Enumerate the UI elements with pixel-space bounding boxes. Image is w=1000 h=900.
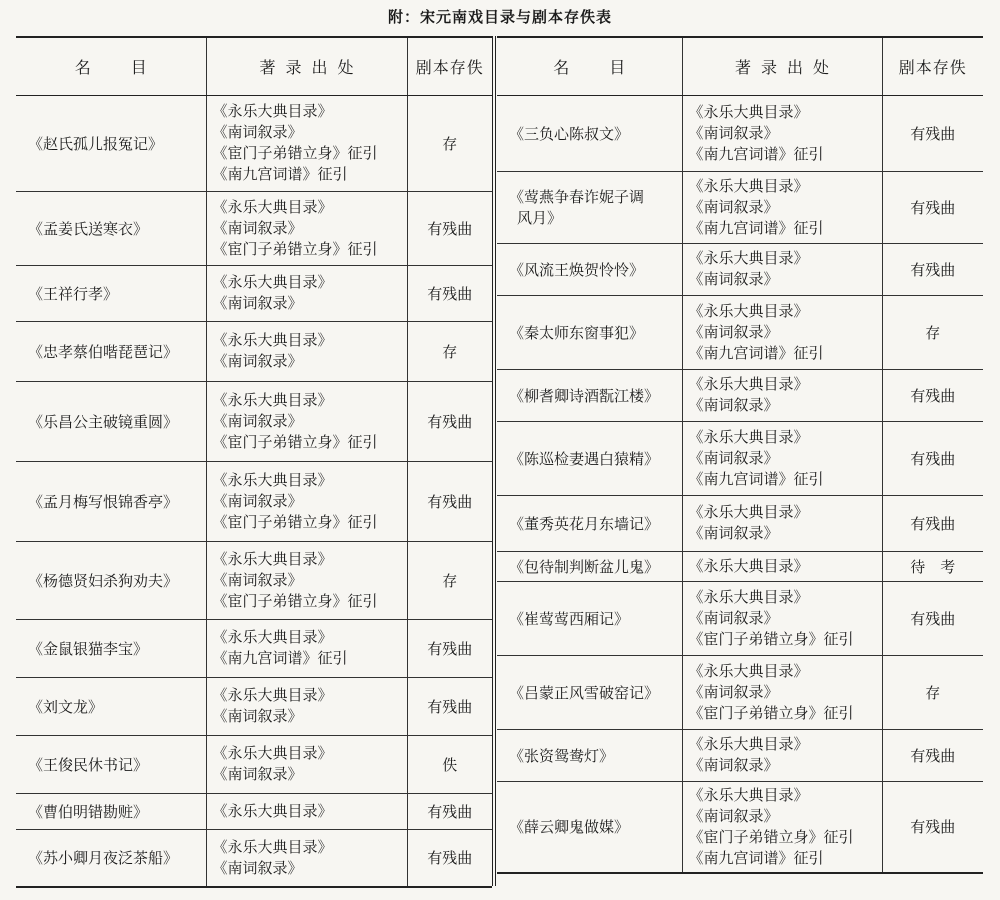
source-cell: [682, 243, 882, 295]
source-entry: 《宦门子弟错立身》征引: [688, 827, 854, 846]
source-cell: [206, 793, 407, 829]
source-entry: 《宦门子弟错立身》征引: [688, 629, 854, 648]
source-entry: 《永乐大典目录》: [212, 470, 333, 489]
header-source: 著录出处: [682, 37, 882, 95]
play-title: [16, 793, 206, 829]
source-entry: 《宦门子弟错立身》征引: [212, 432, 378, 451]
header-status: 剧本存佚: [407, 37, 492, 95]
play-title-text: 《刘文龙》: [28, 697, 104, 716]
header-source: 著录出处: [206, 37, 407, 95]
table-header-row: [497, 37, 983, 95]
play-title-text: 《孟姜氏送寒衣》: [28, 219, 149, 238]
play-title: [16, 829, 206, 887]
play-title-text: 《杨德贤妇杀狗劝夫》: [28, 571, 179, 590]
table-row: [497, 95, 983, 171]
status-cell: 有残曲: [882, 495, 983, 551]
play-title: [16, 461, 206, 541]
source-entry: 《南词叙录》: [688, 396, 779, 414]
source-entry: 《南九宫词谱》征引: [688, 848, 824, 867]
status-cell: 存: [407, 321, 492, 381]
source-entry: 《南词叙录》: [688, 270, 779, 288]
status-cell: 有残曲: [882, 243, 983, 295]
source-entry: 《宦门子弟错立身》征引: [212, 144, 378, 162]
source-entry: 《永乐大典目录》: [212, 390, 333, 409]
source-cell: [682, 295, 882, 369]
source-cell: [682, 655, 882, 729]
source-entry: 《南词叙录》: [212, 218, 303, 237]
table-row: [497, 729, 983, 781]
source-entry: 《南词叙录》: [212, 294, 303, 312]
table-row: [497, 295, 983, 369]
play-title-text: 《曹伯明错勘赃》: [28, 802, 149, 821]
table-row: [16, 735, 492, 793]
source-entry: 《南词叙录》: [688, 806, 779, 825]
source-entry: 《永乐大典目录》: [688, 301, 809, 320]
status-cell: 待 考: [882, 551, 983, 581]
status-cell: 有残曲: [882, 729, 983, 781]
source-entry: 《南词叙录》: [688, 197, 779, 216]
source-cell: [206, 95, 407, 191]
play-title-text-cont: 风月》: [517, 209, 563, 227]
status-cell: 存: [407, 95, 492, 191]
table-row: [497, 243, 983, 295]
table-row: [497, 655, 983, 729]
play-title: [497, 295, 682, 369]
source-cell: [682, 581, 882, 655]
source-entry: 《永乐大典目录》: [688, 661, 809, 680]
source-cell: [682, 369, 882, 421]
play-title: [497, 171, 682, 243]
status-cell: 有残曲: [882, 95, 983, 171]
play-title-text: 《三负心陈叔文》: [509, 124, 630, 143]
source-entry: 《南九宫词谱》征引: [688, 343, 824, 362]
play-title-text: 《秦太师东窗事犯》: [509, 323, 645, 342]
source-entry: 《永乐大典目录》: [688, 735, 809, 753]
play-title-text: 《柳耆卿诗酒翫江楼》: [509, 386, 660, 405]
play-title: [497, 421, 682, 495]
status-cell: 有残曲: [882, 369, 983, 421]
table-row: [497, 171, 983, 243]
status-cell: 存: [882, 655, 983, 729]
source-cell: [206, 677, 407, 735]
play-title: [16, 735, 206, 793]
source-entry: 《南词叙录》: [688, 756, 779, 774]
source-entry: 《永乐大典目录》: [212, 549, 333, 568]
source-entry: 《永乐大典目录》: [688, 427, 809, 446]
source-entry: 《南词叙录》: [688, 524, 779, 542]
source-entry: 《南词叙录》: [212, 352, 303, 370]
source-entry: 《永乐大典目录》: [212, 273, 333, 291]
status-cell: 存: [882, 295, 983, 369]
source-entry: 《南词叙录》: [688, 322, 779, 341]
source-entry: 《永乐大典目录》: [688, 556, 809, 575]
status-cell: 有残曲: [882, 171, 983, 243]
source-cell: [206, 735, 407, 793]
source-entry: 《宦门子弟错立身》征引: [212, 239, 378, 258]
table-row: [16, 793, 492, 829]
status-cell: 有残曲: [407, 829, 492, 887]
status-cell: 佚: [407, 735, 492, 793]
play-title-text: 《莺燕争春诈妮子调: [509, 188, 645, 206]
play-title-text: 《包待制判断盆儿鬼》: [509, 557, 660, 576]
table-row: [16, 619, 492, 677]
source-entry: 《永乐大典目录》: [688, 102, 809, 121]
source-entry: 《南词叙录》: [212, 707, 303, 725]
source-entry: 《南词叙录》: [212, 765, 303, 783]
table-row: [16, 191, 492, 265]
source-entry: 《南九宫词谱》征引: [688, 469, 824, 488]
source-entry: 《宦门子弟错立身》征引: [688, 703, 854, 722]
source-entry: 《南词叙录》: [212, 491, 303, 510]
table-row: [16, 461, 492, 541]
source-entry: 《永乐大典目录》: [212, 102, 333, 120]
source-entry: 《永乐大典目录》: [688, 503, 809, 521]
source-entry: 《永乐大典目录》: [212, 331, 333, 349]
source-entry: 《永乐大典目录》: [688, 587, 809, 606]
table-row: [16, 677, 492, 735]
status-cell: 有残曲: [407, 191, 492, 265]
play-title: [497, 581, 682, 655]
source-cell: [682, 171, 882, 243]
play-title-text: 《王俊民休书记》: [28, 755, 149, 774]
source-cell: [682, 421, 882, 495]
source-cell: [682, 495, 882, 551]
source-entry: 《南九宫词谱》征引: [688, 144, 824, 163]
catalog-table-left: [16, 36, 492, 888]
source-entry: 《南词叙录》: [212, 570, 303, 589]
source-entry: 《宦门子弟错立身》征引: [212, 512, 378, 531]
play-title: [16, 191, 206, 265]
status-cell: 有残曲: [407, 265, 492, 321]
play-title-text: 《张资鸳鸯灯》: [509, 746, 615, 765]
play-title: [16, 321, 206, 381]
table-row: [497, 495, 983, 551]
status-cell: 有残曲: [407, 461, 492, 541]
source-cell: [682, 95, 882, 171]
status-cell: 存: [407, 541, 492, 619]
play-title-text: 《王祥行孝》: [28, 284, 119, 303]
source-cell: [206, 619, 407, 677]
source-entry: 《南词叙录》: [212, 858, 303, 877]
source-entry: 《永乐大典目录》: [212, 628, 333, 646]
play-title: [16, 381, 206, 461]
table-row: [16, 541, 492, 619]
play-title: [16, 265, 206, 321]
source-cell: [206, 265, 407, 321]
source-entry: 《永乐大典目录》: [688, 375, 809, 393]
status-cell: 有残曲: [407, 619, 492, 677]
play-title-text: 《崔莺莺西厢记》: [509, 609, 630, 628]
table-row: [497, 369, 983, 421]
table-row: [497, 581, 983, 655]
play-title-text: 《吕蒙正风雪破窑记》: [509, 683, 660, 702]
source-entry: 《南九宫词谱》征引: [212, 649, 348, 667]
table-row: [16, 381, 492, 461]
source-entry: 《永乐大典目录》: [212, 801, 333, 820]
play-title-text: 《金鼠银猫李宝》: [28, 639, 149, 658]
status-cell: 有残曲: [407, 677, 492, 735]
source-cell: [206, 321, 407, 381]
header-status: 剧本存佚: [882, 37, 983, 95]
catalog-table-right: [497, 36, 983, 874]
source-entry: 《南九宫词谱》征引: [212, 165, 348, 183]
play-title-text: 《董秀英花月东墙记》: [509, 514, 660, 533]
source-entry: 《永乐大典目录》: [212, 744, 333, 762]
play-title: [16, 541, 206, 619]
play-title: [497, 781, 682, 873]
source-entry: 《宦门子弟错立身》征引: [212, 591, 378, 610]
center-double-rule: [492, 36, 496, 886]
source-cell: [206, 191, 407, 265]
play-title: [497, 95, 682, 171]
source-entry: 《永乐大典目录》: [212, 837, 333, 856]
play-title: [497, 495, 682, 551]
source-cell: [682, 781, 882, 873]
play-title: [497, 655, 682, 729]
source-entry: 《南词叙录》: [688, 608, 779, 627]
play-title: [497, 729, 682, 781]
play-title: [16, 95, 206, 191]
source-entry: 《永乐大典目录》: [212, 686, 333, 704]
source-entry: 《永乐大典目录》: [688, 249, 809, 267]
source-cell: [206, 381, 407, 461]
table-row: [16, 95, 492, 191]
source-cell: [206, 829, 407, 887]
play-title-text: 《风流王焕贺怜怜》: [509, 260, 645, 279]
source-entry: 《南词叙录》: [212, 411, 303, 430]
source-entry: 《南词叙录》: [688, 123, 779, 142]
play-title-text: 《陈巡检妻遇白猿精》: [509, 449, 660, 468]
status-cell: 有残曲: [882, 581, 983, 655]
play-title: [497, 243, 682, 295]
play-title: [16, 677, 206, 735]
play-title: [497, 369, 682, 421]
source-entry: 《南词叙录》: [212, 123, 303, 141]
source-cell: [206, 461, 407, 541]
table-row: [497, 551, 983, 581]
play-title: [16, 619, 206, 677]
page-title: 附：宋元南戏目录与剧本存佚表: [387, 8, 612, 26]
play-title: [497, 551, 682, 581]
table-row: [497, 781, 983, 873]
table-row: [16, 321, 492, 381]
source-cell: [682, 551, 882, 581]
play-title-text: 《忠孝蔡伯喈琵琶记》: [28, 342, 179, 361]
source-cell: [206, 541, 407, 619]
play-title-text: 《孟月梅写恨锦香亭》: [28, 492, 179, 511]
source-entry: 《永乐大典目录》: [688, 785, 809, 804]
play-title-text: 《薛云卿鬼做媒》: [509, 818, 630, 837]
status-cell: 有残曲: [882, 421, 983, 495]
source-entry: 《南词叙录》: [688, 682, 779, 701]
status-cell: 有残曲: [407, 381, 492, 461]
source-entry: 《永乐大典目录》: [688, 176, 809, 195]
status-cell: 有残曲: [882, 781, 983, 873]
header-name: 名目: [497, 37, 682, 95]
play-title-text: 《苏小卿月夜泛茶船》: [28, 849, 179, 868]
source-entry: 《南九宫词谱》征引: [688, 218, 824, 237]
play-title-text: 《赵氏孤儿报冤记》: [28, 134, 164, 153]
source-cell: [682, 729, 882, 781]
table-row: [497, 421, 983, 495]
table-row: [16, 829, 492, 887]
source-entry: 《永乐大典目录》: [212, 197, 333, 216]
table-row: [16, 265, 492, 321]
header-name: 名目: [16, 37, 206, 95]
table-header-row: [16, 37, 492, 95]
source-entry: 《南词叙录》: [688, 448, 779, 467]
play-title-text: 《乐昌公主破镜重圆》: [28, 412, 179, 431]
status-cell: 有残曲: [407, 793, 492, 829]
